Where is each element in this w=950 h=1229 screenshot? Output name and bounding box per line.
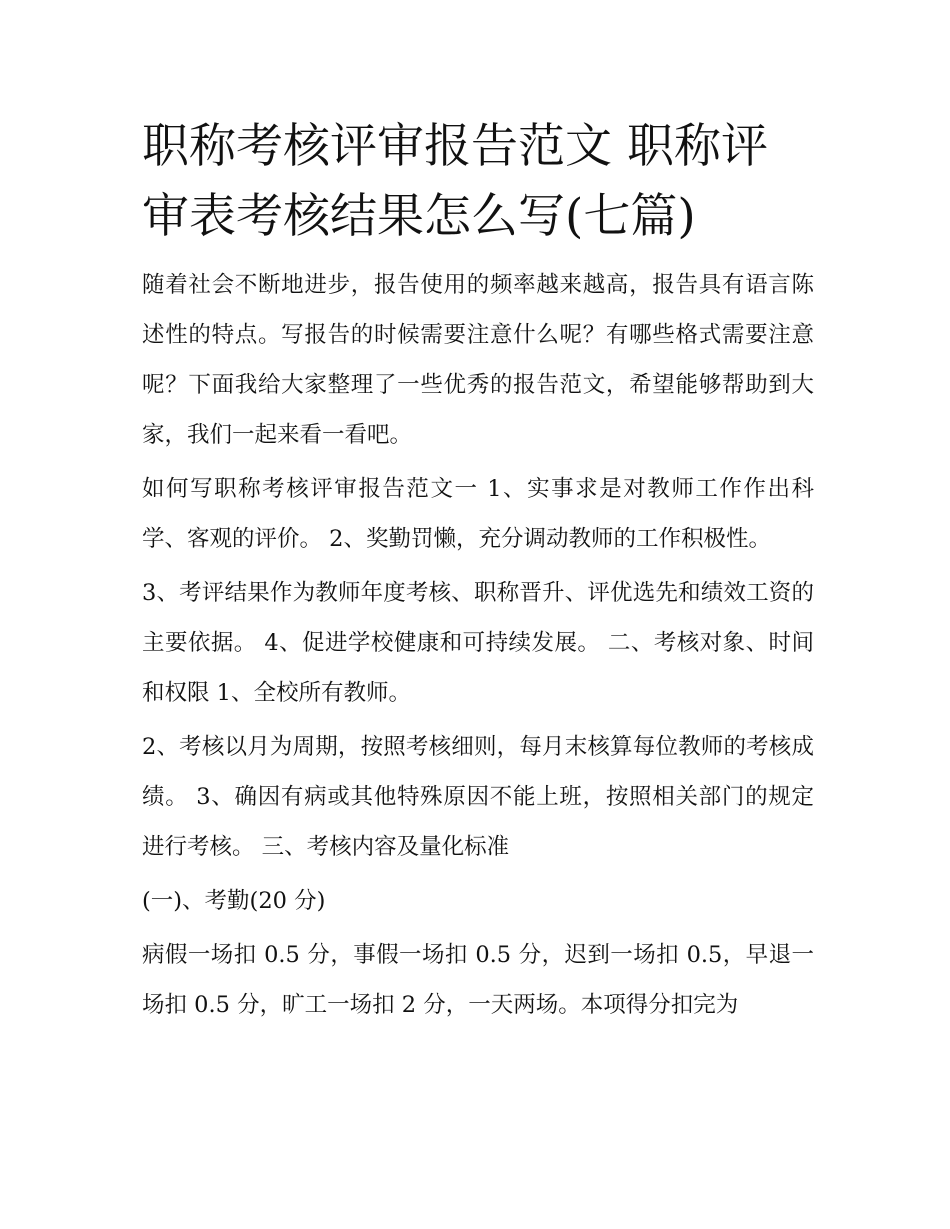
paragraph-intro: 随着社会不断地进步，报告使用的频率越来越高，报告具有语言陈述性的特点。写报告的时候需要注意什么呢？有哪些格式需要注意呢？下面我给大家整理了一些优秀的报告范文，希望能够帮助到大家，我们一起来看一看吧。 [142, 272, 814, 448]
document-body [142, 260, 814, 1030]
document-page [142, 112, 814, 1034]
paragraph-attendance-rules: 病假一场扣 0.5 分，事假一场扣 0.5 分，迟到一场扣 0.5，早退一场扣 0.5 分，旷工一场扣 2 分，一天两场。本项得分扣完为 [142, 942, 814, 1018]
paragraph-purpose: 如何写职称考核评审报告范文一 1、实事求是对教师工作作出科学、客观的评价。 2、奖勤罚懒，充分调动教师的工作积极性。 [142, 476, 814, 552]
paragraph-basis: 3、考评结果作为教师年度考核、职称晋升、评优选先和绩效工资的主要依据。 4、促进学校健康和可持续发展。 二、考核对象、时间和权限 1、全校所有教师。 [142, 580, 814, 706]
paragraph-period: 2、考核以月为周期，按照考核细则，每月末核算每位教师的考核成绩。 3、确因有病或其他特殊原因不能上班，按照相关部门的规定进行考核。 三、考核内容及量化标准 [142, 734, 814, 860]
document-title: 职称考核评审报告范文 职称评审表考核结果怎么写(七篇) [142, 119, 768, 244]
paragraph-attendance-heading: (一)、考勤(20 分) [142, 888, 326, 914]
